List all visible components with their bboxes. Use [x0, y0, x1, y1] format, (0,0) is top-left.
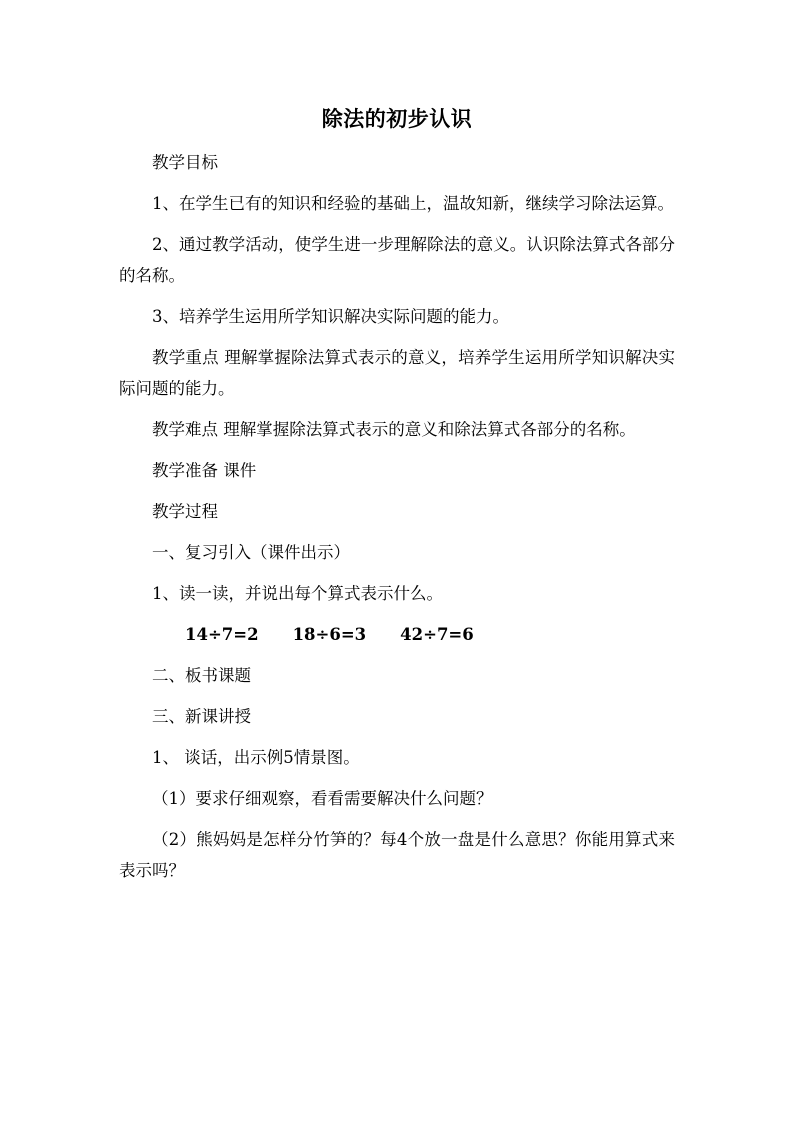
- paragraph-question-2: （2）熊妈妈是怎样分竹笋的？每4个放一盘是什么意思？你能用算式来表示吗？: [119, 830, 675, 880]
- paragraph-read-task: 1、读一读，并说出每个算式表示什么。: [152, 584, 443, 603]
- document-title: 除法的初步认识: [321, 106, 473, 131]
- paragraph-goal-2: 2、通过教学活动，使学生进一步理解除法的意义。认识除法算式各部分的名称。: [119, 235, 675, 285]
- paragraph-goal-1: 1、在学生已有的知识和经验的基础上，温故知新，继续学习除法运算。: [152, 194, 674, 213]
- paragraph-board-title: 二、板书课题: [152, 666, 251, 685]
- paragraph-teaching-goals: 教学目标: [152, 153, 218, 172]
- document-body: [119, 147, 675, 896]
- paragraph-goal-3: 3、培养学生运用所学知识解决实际问题的能力。: [152, 307, 509, 326]
- paragraph-process: 教学过程: [152, 502, 218, 521]
- equation: 42÷7=6: [400, 625, 474, 644]
- paragraph-talk: 1、 谈话，出示例5情景图。: [152, 748, 360, 767]
- paragraph-review-intro: 一、复习引入（课件出示）: [152, 543, 350, 562]
- paragraph-key-points: 教学重点 理解掌握除法算式表示的意义，培养学生运用所学知识解决实际问题的能力。: [119, 348, 675, 398]
- equations-row: [119, 619, 675, 650]
- paragraph-preparation: 教学准备 课件: [152, 461, 257, 480]
- paragraph-difficulties: 教学难点 理解掌握除法算式表示的意义和除法算式各部分的名称。: [152, 420, 636, 439]
- paragraph-new-lesson: 三、新课讲授: [152, 707, 251, 726]
- equation: 18÷6=3: [292, 625, 367, 644]
- equation: 14÷7=2: [185, 625, 259, 644]
- paragraph-question-1: （1）要求仔细观察，看看需要解决什么问题？: [152, 789, 493, 808]
